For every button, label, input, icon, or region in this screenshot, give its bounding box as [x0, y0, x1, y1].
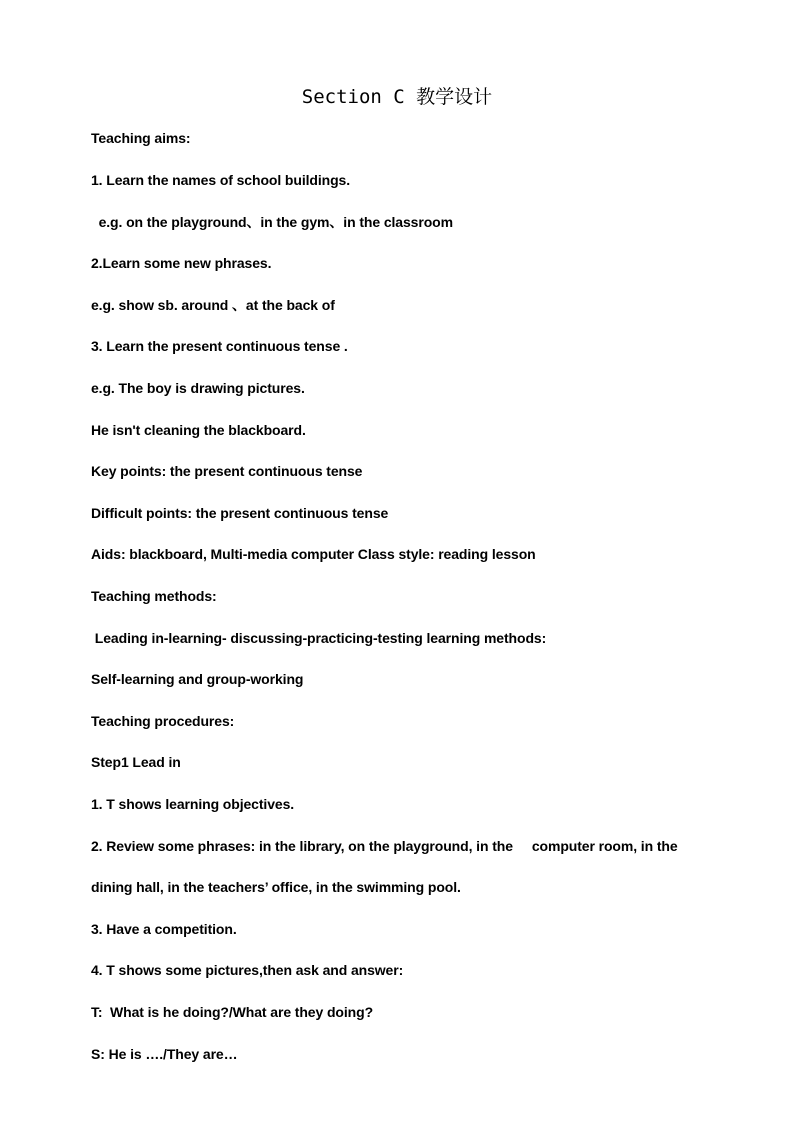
aim-3-example: e.g. The boy is drawing pictures. [91, 380, 305, 396]
step1-item-2: 2. Review some phrases: in the library, on the playground, in the computer room, in the [91, 838, 678, 854]
step1-item-2-continued: dining hall, in the teachers’ office, in the swimming pool. [91, 879, 461, 895]
methods-self-learning: Self-learning and group-working [91, 671, 304, 687]
heading-teaching-aims: Teaching aims: [91, 130, 191, 146]
dialogue-teacher: T: What is he doing?/What are they doing? [91, 1004, 374, 1020]
difficult-points: Difficult points: the present continuous tense [91, 505, 389, 521]
dialogue-student: S: He is …./They are… [91, 1046, 238, 1062]
heading-teaching-procedures: Teaching procedures: [91, 713, 235, 729]
key-points: Key points: the present continuous tense [91, 463, 363, 479]
methods-sequence: Leading in-learning- discussing-practicing-testing learning methods: [91, 630, 547, 646]
aim-2: 2.Learn some new phrases. [91, 255, 272, 271]
aim-3: 3. Learn the present continuous tense . [91, 338, 348, 354]
aim-3-example-2: He isn't cleaning the blackboard. [91, 422, 306, 438]
step1-item-3: 3. Have a competition. [91, 921, 237, 937]
step1-item-4: 4. T shows some pictures,then ask and answer: [91, 962, 404, 978]
aim-2-example: e.g. show sb. around 、at the back of [91, 297, 335, 313]
page-title: Section C 教学设计 [301, 86, 493, 108]
step1-heading: Step1 Lead in [91, 754, 181, 770]
aim-1-example: e.g. on the playground、in the gym、in the classroom [91, 214, 453, 230]
step1-item-1: 1. T shows learning objectives. [91, 796, 295, 812]
heading-teaching-methods: Teaching methods: [91, 588, 217, 604]
aim-1: 1. Learn the names of school buildings. [91, 172, 351, 188]
aids: Aids: blackboard, Multi-media computer Class style: reading lesson [91, 546, 536, 562]
